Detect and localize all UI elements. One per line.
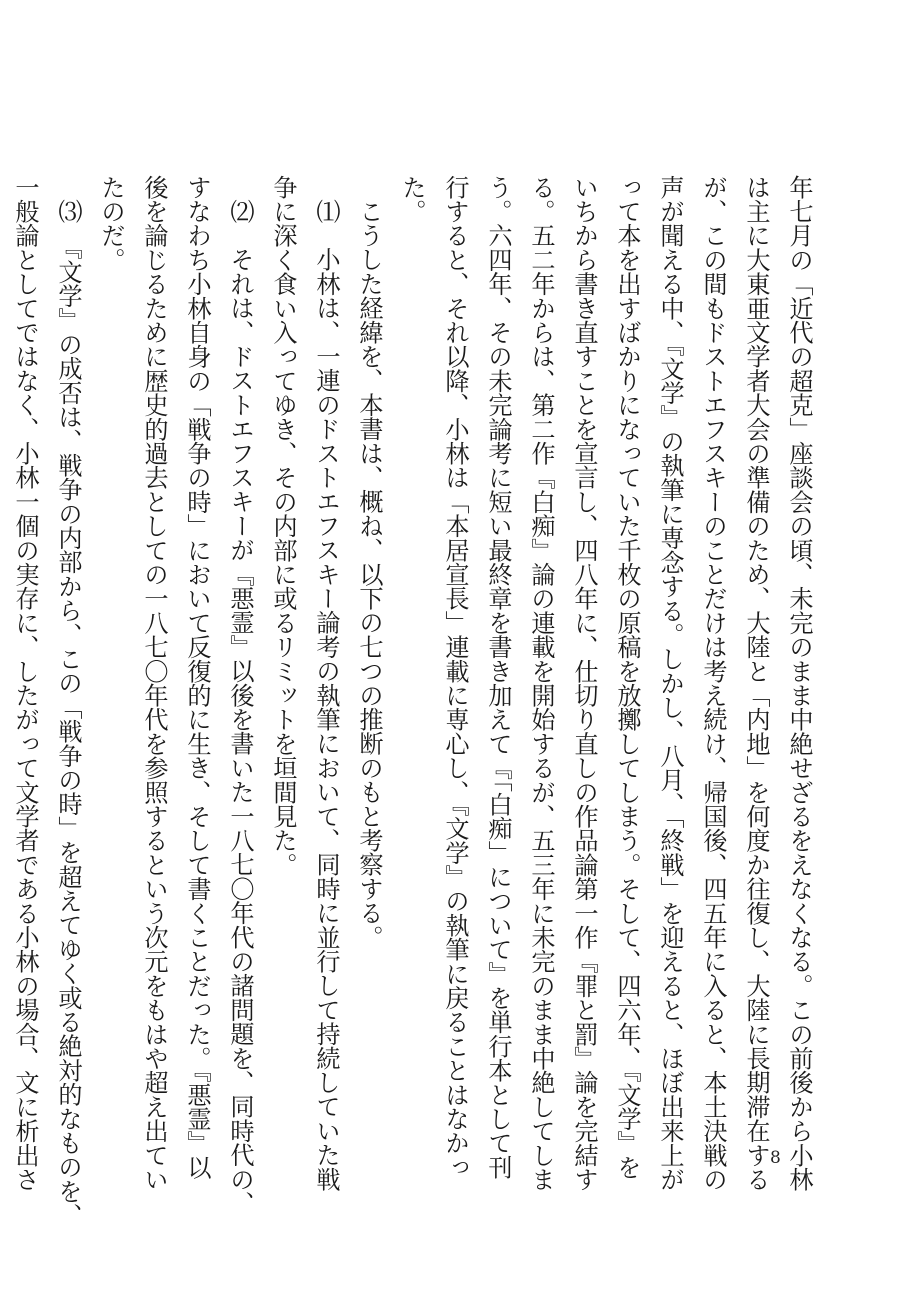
text-column: たのだ。 bbox=[97, 175, 125, 272]
vertical-text-body bbox=[3, 175, 820, 1228]
text-column: こうした経緯を、本書は、概ね、以下の七つの推断のもと考察する。 bbox=[355, 199, 383, 950]
text-column: って本を出すばかりになっていた千枚の原稿を放擲してしまう。そして、四六年、『文学』を bbox=[613, 175, 641, 1180]
text-column: ⑵ それは、ドストエフスキーが『悪霊』以後を書いた一八七〇年代の諸問題を、同時代の、 bbox=[226, 199, 254, 1216]
text-column: が、この間もドストエフスキーのことだけは考え続け、帰国後、四五年に入ると、本土決戦の bbox=[699, 175, 727, 1192]
text-column: ⑴ 小林は、一連のドストエフスキー論考の執筆において、同時に並行して持続していた戦 bbox=[312, 199, 340, 1192]
text-column: いちから書き直すことを宣言し、四八年に、仕切り直しの作品論第一作『罪と罰』論を完結す bbox=[570, 175, 598, 1192]
text-column: る。五二年からは、第二作『白痴』論の連載を開始するが、五三年に未完のまま中絶してしま bbox=[527, 175, 555, 1192]
text-column: た。 bbox=[398, 175, 426, 224]
text-column: 声が聞える中、『文学』の執筆に専念する。しかし、八月、「終戦」を迎えると、ほぼ出来上が bbox=[656, 175, 684, 1192]
page-number: 8 bbox=[770, 1148, 781, 1168]
text-column: すなわち小林自身の「戦争の時」において反復的に生き、そして書くことだった。『悪霊』以 bbox=[183, 175, 211, 1180]
text-column: 年七月の「近代の超克」座談会の頃、未完のまま中絶せざるをえなくなる。この前後から小林 bbox=[785, 175, 813, 1192]
text-column: は主に大東亜文学者大会の準備のため、大陸と「内地」を何度か往復し、大陸に長期滞在する bbox=[742, 175, 770, 1192]
text-column: ⑶ 『文学』の成否は、戦争の内部から、この「戦争の時」を超えてゆく或る絶対的なものを、 bbox=[54, 199, 82, 1228]
text-column: う。六四年、その未完論考に短い最終章を書き加えて『「白痴」について』を単行本として刊 bbox=[484, 175, 512, 1180]
text-column: 争に深く食い入ってゆき、その内部に或るリミットを垣間見た。 bbox=[269, 175, 297, 877]
text-column: 一般論としてではなく、小林一個の実存に、したがって文学者である小林の場合、文に析出さ bbox=[11, 175, 39, 1192]
text-column: 行すると、それ以降、小林は「本居宣長」連載に専心し、『文学』の執筆に戻ることはなかっ bbox=[441, 175, 469, 1180]
text-column: 後を論じるために歴史的過去としての一八七〇年代を参照するという次元をもはや超え出てい bbox=[140, 175, 168, 1192]
